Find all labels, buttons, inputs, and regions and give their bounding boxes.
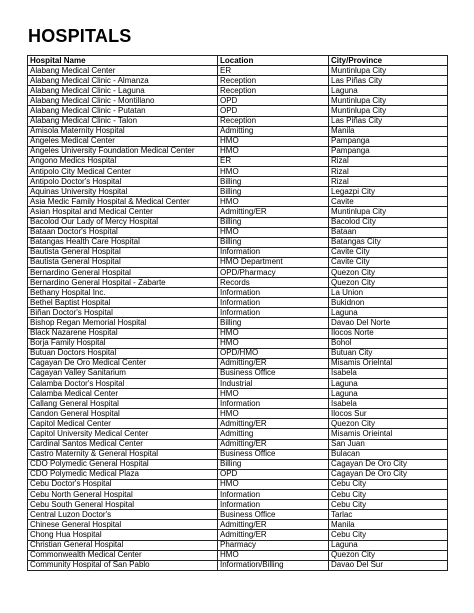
hospital-name-cell: Butuan Doctors Hospital xyxy=(28,348,218,358)
location-cell: Business Office xyxy=(218,368,329,378)
location-cell: Information xyxy=(218,288,329,298)
table-row xyxy=(28,187,448,197)
table-row xyxy=(28,530,448,540)
location-cell: OPD/HMO xyxy=(218,348,329,358)
hospital-name-cell: Antipolo City Medical Center xyxy=(28,167,218,177)
location-cell: Information xyxy=(218,500,329,510)
table-row xyxy=(28,469,448,479)
city-province-cell: Quezon City xyxy=(329,278,448,288)
city-province-cell: Quezon City xyxy=(329,267,448,277)
location-cell: HMO xyxy=(218,550,329,560)
hospital-name-cell: Chong Hua Hospital xyxy=(28,530,218,540)
hospital-name-cell: Bethany Hospital Inc. xyxy=(28,288,218,298)
location-cell: Billing xyxy=(218,217,329,227)
city-province-cell: Pampanga xyxy=(329,146,448,156)
hospital-name-cell: Calamba Doctor's Hospital xyxy=(28,379,218,389)
city-province-cell: Davao Del Sur xyxy=(329,560,448,570)
hospital-name-cell: Black Nazarene Hospital xyxy=(28,328,218,338)
location-cell: ER xyxy=(218,156,329,166)
city-province-cell: Cebu City xyxy=(329,530,448,540)
city-province-cell: Legazpi City xyxy=(329,187,448,197)
city-province-cell: Laguna xyxy=(329,389,448,399)
table-row xyxy=(28,247,448,257)
table-row xyxy=(28,177,448,187)
city-province-cell: Bacolod City xyxy=(329,217,448,227)
hospital-name-cell: Cebu North General Hospital xyxy=(28,490,218,500)
city-province-cell: Rizal xyxy=(329,156,448,166)
city-province-cell: Cebu City xyxy=(329,500,448,510)
location-cell: Admitting/ER xyxy=(218,207,329,217)
table-header-row xyxy=(28,56,448,66)
hospital-name-cell: Candon General Hospital xyxy=(28,409,218,419)
city-province-cell: Muntinlupa City xyxy=(329,207,448,217)
location-cell: Information xyxy=(218,399,329,409)
city-province-cell: Manila xyxy=(329,520,448,530)
location-cell: Reception xyxy=(218,86,329,96)
table-row xyxy=(28,379,448,389)
location-cell: Information xyxy=(218,308,329,318)
city-province-cell: Manila xyxy=(329,126,448,136)
hospital-name-cell: Christian General Hospital xyxy=(28,540,218,550)
city-province-cell: Ilocos Norte xyxy=(329,328,448,338)
location-cell: Business Office xyxy=(218,449,329,459)
city-province-cell: Laguna xyxy=(329,308,448,318)
location-cell: OPD/Pharmacy xyxy=(218,267,329,277)
city-province-cell: Cavite City xyxy=(329,257,448,267)
city-province-cell: Isabela xyxy=(329,368,448,378)
location-cell: Admitting xyxy=(218,126,329,136)
hospital-name-cell: Calamba Medical Center xyxy=(28,389,218,399)
location-cell: Admitting xyxy=(218,429,329,439)
table-row xyxy=(28,429,448,439)
table-row xyxy=(28,318,448,328)
location-cell: OPD xyxy=(218,469,329,479)
city-province-cell: Rizal xyxy=(329,177,448,187)
hospital-name-cell: Alabang Medical Center xyxy=(28,66,218,76)
city-province-cell: Cagayan De Oro City xyxy=(329,469,448,479)
hospital-name-cell: Borja Family Hospital xyxy=(28,338,218,348)
table-row xyxy=(28,227,448,237)
city-province-cell: San Juan xyxy=(329,439,448,449)
location-cell: OPD xyxy=(218,96,329,106)
location-cell: Admitting/ER xyxy=(218,530,329,540)
location-cell: Information xyxy=(218,490,329,500)
location-cell: ER xyxy=(218,66,329,76)
location-cell: Reception xyxy=(218,76,329,86)
hospitals-table xyxy=(27,55,448,571)
city-province-cell: Las Piñas City xyxy=(329,76,448,86)
column-header-city-province: City/Province xyxy=(329,56,448,66)
hospital-name-cell: Angeles Medical Center xyxy=(28,136,218,146)
column-header-location: Location xyxy=(218,56,329,66)
location-cell: Admitting/ER xyxy=(218,520,329,530)
location-cell: HMO xyxy=(218,409,329,419)
table-row xyxy=(28,338,448,348)
city-province-cell: Misamis Orielntal xyxy=(329,358,448,368)
table-row xyxy=(28,328,448,338)
table-row xyxy=(28,389,448,399)
city-province-cell: Cavite xyxy=(329,197,448,207)
hospital-name-cell: Cebu South General Hospital xyxy=(28,500,218,510)
table-row xyxy=(28,197,448,207)
table-row xyxy=(28,368,448,378)
city-province-cell: Batangas City xyxy=(329,237,448,247)
table-row xyxy=(28,560,448,570)
table-row xyxy=(28,540,448,550)
table-row xyxy=(28,76,448,86)
table-row xyxy=(28,308,448,318)
table-row xyxy=(28,86,448,96)
city-province-cell: Bukidnon xyxy=(329,298,448,308)
location-cell: HMO xyxy=(218,479,329,489)
location-cell: Business Office xyxy=(218,510,329,520)
hospital-name-cell: Alabang Medical Clinic - Almanza xyxy=(28,76,218,86)
city-province-cell: Muntinlupa City xyxy=(329,96,448,106)
city-province-cell: Cebu City xyxy=(329,479,448,489)
table-row xyxy=(28,237,448,247)
table-row xyxy=(28,449,448,459)
city-province-cell: La Union xyxy=(329,288,448,298)
table-row xyxy=(28,419,448,429)
hospital-name-cell: Bernardino General Hospital xyxy=(28,267,218,277)
page-title: HOSPITALS xyxy=(28,26,132,46)
table-row xyxy=(28,267,448,277)
hospital-name-cell: Commonwealth Medical Center xyxy=(28,550,218,560)
table-row xyxy=(28,439,448,449)
hospital-name-cell: Cebu Doctor's Hospital xyxy=(28,479,218,489)
location-cell: HMO xyxy=(218,328,329,338)
location-cell: Billing xyxy=(218,459,329,469)
table-row xyxy=(28,479,448,489)
hospital-name-cell: Bernardino General Hospital - Zabarte xyxy=(28,278,218,288)
location-cell: Pharmacy xyxy=(218,540,329,550)
table-row xyxy=(28,520,448,530)
location-cell: Billing xyxy=(218,187,329,197)
city-province-cell: Rizal xyxy=(329,167,448,177)
city-province-cell: Butuan City xyxy=(329,348,448,358)
location-cell: Admitting/ER xyxy=(218,439,329,449)
table-row xyxy=(28,348,448,358)
table-row xyxy=(28,278,448,288)
city-province-cell: Cagayan De Oro City xyxy=(329,459,448,469)
city-province-cell: Las Piñas City xyxy=(329,116,448,126)
hospital-name-cell: Capitol University Medical Center xyxy=(28,429,218,439)
location-cell: HMO xyxy=(218,197,329,207)
city-province-cell: Laguna xyxy=(329,86,448,96)
table-row xyxy=(28,66,448,76)
location-cell: Industrial xyxy=(218,379,329,389)
table-row xyxy=(28,96,448,106)
city-province-cell: Muntinlupa City xyxy=(329,106,448,116)
hospital-name-cell: Alabang Medical Clinic - Laguna xyxy=(28,86,218,96)
table-row xyxy=(28,136,448,146)
column-header-hospital-name: Hospital Name xyxy=(28,56,218,66)
hospital-name-cell: Central Luzon Doctor's xyxy=(28,510,218,520)
city-province-cell: Bulacan xyxy=(329,449,448,459)
city-province-cell: Quezon City xyxy=(329,419,448,429)
table-row xyxy=(28,116,448,126)
city-province-cell: Pampanga xyxy=(329,136,448,146)
hospital-name-cell: Callang General Hospital xyxy=(28,399,218,409)
hospital-name-cell: Alabang Medical Clinic - Montillano xyxy=(28,96,218,106)
city-province-cell: Cebu City xyxy=(329,490,448,500)
location-cell: Admitting/ER xyxy=(218,419,329,429)
hospital-name-cell: Amisola Maternity Hospital xyxy=(28,126,218,136)
city-province-cell: Quezon City xyxy=(329,550,448,560)
city-province-cell: Davao Del Norte xyxy=(329,318,448,328)
location-cell: Records xyxy=(218,278,329,288)
hospital-name-cell: Chinese General Hospital xyxy=(28,520,218,530)
table-row xyxy=(28,146,448,156)
table-row xyxy=(28,399,448,409)
city-province-cell: Bohol xyxy=(329,338,448,348)
location-cell: HMO xyxy=(218,389,329,399)
location-cell: HMO xyxy=(218,227,329,237)
city-province-cell: Laguna xyxy=(329,379,448,389)
hospital-name-cell: Angeles University Foundation Medical Center xyxy=(28,146,218,156)
location-cell: Billing xyxy=(218,318,329,328)
hospital-name-cell: Community Hospital of San Pablo xyxy=(28,560,218,570)
city-province-cell: Isabela xyxy=(329,399,448,409)
table-row xyxy=(28,167,448,177)
hospital-name-cell: Biñan Doctor's Hospital xyxy=(28,308,218,318)
hospital-name-cell: Bethel Baptist Hospital xyxy=(28,298,218,308)
table-row xyxy=(28,550,448,560)
table-row xyxy=(28,459,448,469)
location-cell: OPD xyxy=(218,106,329,116)
location-cell: Billing xyxy=(218,237,329,247)
hospital-name-cell: Alabang Medical Clinic - Putatan xyxy=(28,106,218,116)
city-province-cell: Tarlac xyxy=(329,510,448,520)
table-row xyxy=(28,409,448,419)
location-cell: HMO Department xyxy=(218,257,329,267)
hospital-name-cell: Capitol Medical Center xyxy=(28,419,218,429)
city-province-cell: Misamis Orieintal xyxy=(329,429,448,439)
location-cell: Admitting/ER xyxy=(218,358,329,368)
hospital-name-cell: Batangas Health Care Hospital xyxy=(28,237,218,247)
location-cell: Information xyxy=(218,247,329,257)
table-row xyxy=(28,288,448,298)
table-body xyxy=(28,66,448,571)
hospital-name-cell: Alabang Medical Clinic - Talon xyxy=(28,116,218,126)
hospital-name-cell: Bautista General Hospital xyxy=(28,257,218,267)
hospital-name-cell: Antipolo Doctor's Hospital xyxy=(28,177,218,187)
table-row xyxy=(28,490,448,500)
table-row xyxy=(28,106,448,116)
table-row xyxy=(28,298,448,308)
hospital-name-cell: Bautista General Hospital xyxy=(28,247,218,257)
city-province-cell: Laguna xyxy=(329,540,448,550)
table-row xyxy=(28,510,448,520)
location-cell: Billing xyxy=(218,177,329,187)
hospital-name-cell: CDO Polymedic General Hospital xyxy=(28,459,218,469)
table-row xyxy=(28,500,448,510)
table-row xyxy=(28,257,448,267)
hospital-name-cell: Cagayan De Oro Medical Center xyxy=(28,358,218,368)
hospital-name-cell: Cagayan Valley Sanitarium xyxy=(28,368,218,378)
hospital-name-cell: Cardinal Santos Medical Center xyxy=(28,439,218,449)
table-row xyxy=(28,207,448,217)
city-province-cell: Muntinlupa City xyxy=(329,66,448,76)
table-row xyxy=(28,217,448,227)
location-cell: HMO xyxy=(218,146,329,156)
table-row xyxy=(28,156,448,166)
table-row xyxy=(28,358,448,368)
location-cell: Information/Billing xyxy=(218,560,329,570)
hospital-name-cell: Castro Maternity & General Hospital xyxy=(28,449,218,459)
hospital-name-cell: Bishop Regan Memorial Hospital xyxy=(28,318,218,328)
city-province-cell: Ilocos Sur xyxy=(329,409,448,419)
hospital-name-cell: CDO Polymedic Medical Plaza xyxy=(28,469,218,479)
hospital-name-cell: Asian Hospital and Medical Center xyxy=(28,207,218,217)
location-cell: HMO xyxy=(218,167,329,177)
hospital-name-cell: Aquinas University Hospital xyxy=(28,187,218,197)
table-row xyxy=(28,126,448,136)
location-cell: HMO xyxy=(218,136,329,146)
hospital-name-cell: Bacolod Our Lady of Mercy Hospital xyxy=(28,217,218,227)
hospital-name-cell: Bataan Doctor's Hospital xyxy=(28,227,218,237)
hospital-name-cell: Asia Medic Family Hospital & Medical Center xyxy=(28,197,218,207)
city-province-cell: Cavite City xyxy=(329,247,448,257)
hospital-name-cell: Angono Medics Hospital xyxy=(28,156,218,166)
location-cell: Reception xyxy=(218,116,329,126)
location-cell: HMO xyxy=(218,338,329,348)
city-province-cell: Bataan xyxy=(329,227,448,237)
location-cell: Information xyxy=(218,298,329,308)
